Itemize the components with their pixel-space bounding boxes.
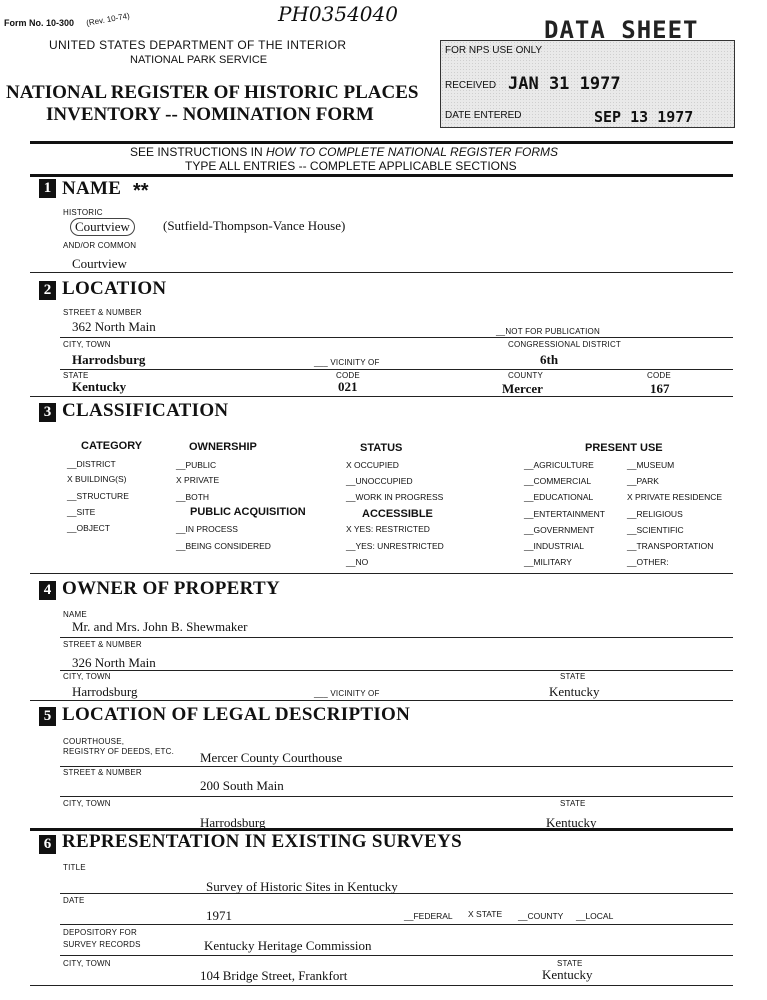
- ownership-both: __BOTH: [176, 492, 210, 502]
- owner-name-value: Mr. and Mrs. John B. Shewmaker: [72, 619, 248, 634]
- section-number: 1: [39, 179, 56, 198]
- category-site: __SITE: [67, 507, 96, 517]
- survey-local: __LOCAL: [576, 911, 614, 921]
- depository-value: Kentucky Heritage Commission: [204, 938, 372, 953]
- owner-street-value: 326 North Main: [72, 655, 156, 670]
- category-heading: CATEGORY: [81, 440, 143, 452]
- data-sheet-stamp: DATA SHEET: [544, 16, 699, 44]
- category-object: __OBJECT: [67, 523, 110, 533]
- divider: [60, 766, 733, 767]
- divider: [60, 369, 733, 370]
- divider: [60, 796, 733, 797]
- handwritten-id: PH0354040: [278, 2, 398, 26]
- survey-federal: __FEDERAL: [404, 911, 453, 921]
- legal-street-value: 200 South Main: [200, 778, 284, 793]
- use-transportation: __TRANSPORTATION: [627, 541, 714, 551]
- historic-name-value: Courtview: [70, 218, 135, 236]
- section-number: 6: [39, 835, 56, 854]
- received-date: JAN 31 1977: [508, 74, 621, 94]
- legal-state-label: STATE: [560, 799, 586, 808]
- use-scientific: __SCIENTIFIC: [627, 525, 684, 535]
- owner-name-label: NAME: [63, 610, 87, 619]
- section-title-location: LOCATION: [62, 278, 167, 299]
- legal-state-value: Kentucky: [546, 815, 597, 830]
- section-number: 2: [39, 281, 56, 300]
- state-label: STATE: [63, 371, 89, 380]
- legal-city-label: CITY, TOWN: [63, 799, 111, 808]
- common-name-value: Courtview: [72, 256, 127, 271]
- district-value: 6th: [540, 352, 559, 367]
- survey-date-value: 1971: [206, 908, 232, 923]
- status-heading: STATUS: [360, 442, 403, 454]
- ownership-public: __PUBLIC: [176, 460, 217, 470]
- depository-label: DEPOSITORY FOR: [63, 928, 137, 937]
- owner-street-label: STREET & NUMBER: [63, 640, 142, 649]
- divider: [30, 396, 733, 397]
- divider: [30, 700, 733, 701]
- form-title-line2: INVENTORY -- NOMINATION FORM: [46, 104, 374, 125]
- not-for-publication: __NOT FOR PUBLICATION: [496, 327, 600, 336]
- divider: [30, 573, 733, 574]
- survey-date-label: DATE: [63, 896, 85, 905]
- asterisk-mark: **: [133, 180, 149, 202]
- survey-title-label: TITLE: [63, 863, 86, 872]
- county-label: COUNTY: [508, 371, 543, 380]
- use-educational: __EDUCATIONAL: [524, 492, 594, 502]
- acquisition-being-considered: __BEING CONSIDERED: [176, 541, 271, 551]
- survey-state-value: Kentucky: [542, 967, 593, 982]
- owner-state-value: Kentucky: [549, 684, 600, 699]
- form-revision: (Rev. 10-74): [85, 11, 131, 28]
- accessible-heading: ACCESSIBLE: [362, 508, 433, 520]
- divider: [60, 637, 733, 638]
- ownership-heading: OWNERSHIP: [189, 441, 257, 453]
- received-label: RECEIVED: [445, 80, 497, 91]
- legal-street-label: STREET & NUMBER: [63, 768, 142, 777]
- section-title-surveys: REPRESENTATION IN EXISTING SURVEYS: [62, 831, 463, 852]
- instructions-line2: TYPE ALL ENTRIES -- COMPLETE APPLICABLE SECTIONS: [185, 159, 517, 173]
- owner-state-label: STATE: [560, 672, 586, 681]
- use-entertainment: __ENTERTAINMENT: [524, 509, 605, 519]
- use-other: __OTHER:: [627, 557, 669, 567]
- historic-label: HISTORIC: [63, 208, 103, 217]
- divider: [60, 924, 733, 925]
- section-number: 5: [39, 707, 56, 726]
- historic-alt-name: (Sutfield-Thompson-Vance House): [163, 218, 346, 233]
- state-value: Kentucky: [72, 379, 127, 394]
- city-label: CITY, TOWN: [63, 340, 111, 349]
- divider: [30, 174, 733, 177]
- courthouse-value: Mercer County Courthouse: [200, 750, 343, 765]
- divider: [60, 955, 733, 956]
- use-park: __PARK: [627, 476, 659, 486]
- present-use-heading: PRESENT USE: [585, 442, 663, 454]
- common-name-label: AND/OR COMMON: [63, 241, 137, 250]
- status-unoccupied: __UNOCCUPIED: [346, 476, 413, 486]
- county-value: Mercer: [502, 381, 543, 396]
- instructions-line1: SEE INSTRUCTIONS IN HOW TO COMPLETE NATIONAL REGISTER FORMS: [130, 145, 559, 159]
- access-yes-restricted: X YES: RESTRICTED: [346, 524, 430, 534]
- street-value: 362 North Main: [72, 319, 156, 334]
- county-code-label: CODE: [647, 371, 671, 380]
- section-title-owner: OWNER OF PROPERTY: [62, 578, 281, 599]
- survey-state: X STATE: [468, 909, 503, 919]
- section-number: 4: [39, 581, 56, 600]
- owner-city-value: Harrodsburg: [72, 684, 138, 699]
- status-work-in-progress: __WORK IN PROGRESS: [346, 492, 444, 502]
- divider: [60, 337, 733, 338]
- divider: [30, 985, 733, 986]
- date-entered-label: DATE ENTERED: [445, 110, 522, 121]
- use-agriculture: __AGRICULTURE: [524, 460, 594, 470]
- survey-title-value: Survey of Historic Sites in Kentucky: [206, 879, 398, 894]
- owner-city-label: CITY, TOWN: [63, 672, 111, 681]
- access-no: __NO: [346, 557, 369, 567]
- survey-state-label: STATE: [557, 959, 583, 968]
- service-name: NATIONAL PARK SERVICE: [130, 54, 268, 66]
- divider: [60, 670, 733, 671]
- section-title-legal-description: LOCATION OF LEGAL DESCRIPTION: [62, 704, 411, 725]
- acquisition-in-process: __IN PROCESS: [176, 524, 238, 534]
- category-buildings: X BUILDING(S): [67, 474, 127, 484]
- use-industrial: __INDUSTRIAL: [524, 541, 584, 551]
- survey-county: __COUNTY: [518, 911, 564, 921]
- form-number: Form No. 10-300: [4, 18, 75, 28]
- city-value: Harrodsburg: [72, 352, 146, 367]
- nps-use-only-label: FOR NPS USE ONLY: [445, 45, 543, 56]
- section-title-classification: CLASSIFICATION: [62, 400, 229, 421]
- use-military: __MILITARY: [524, 557, 572, 567]
- form-title-line1: NATIONAL REGISTER OF HISTORIC PLACES: [6, 82, 419, 103]
- category-structure: __STRUCTURE: [67, 491, 129, 501]
- use-commercial: __COMMERCIAL: [524, 476, 592, 486]
- courthouse-label: COURTHOUSE,: [63, 737, 125, 746]
- legal-city-value: Harrodsburg: [200, 815, 266, 830]
- vicinity-label: ___ VICINITY OF: [314, 358, 380, 367]
- category-district: __DISTRICT: [67, 459, 116, 469]
- use-religious: __RELIGIOUS: [627, 509, 683, 519]
- owner-vicinity-label: ___ VICINITY OF: [314, 689, 380, 698]
- divider: [30, 272, 733, 273]
- use-government: __GOVERNMENT: [524, 525, 595, 535]
- survey-city-value: 104 Bridge Street, Frankfort: [200, 968, 348, 983]
- survey-records-label: SURVEY RECORDS: [63, 940, 141, 949]
- use-private-residence: X PRIVATE RESIDENCE: [627, 492, 723, 502]
- date-entered-value: SEP 13 1977: [594, 108, 694, 126]
- code-label: CODE: [336, 371, 360, 380]
- divider: [60, 893, 733, 894]
- status-occupied: X OCCUPIED: [346, 460, 399, 470]
- divider: [30, 141, 733, 144]
- registry-label: REGISTRY OF DEEDS, ETC.: [63, 747, 174, 756]
- section-number: 3: [39, 403, 56, 422]
- county-code-value: 167: [650, 381, 670, 396]
- ownership-private: X PRIVATE: [176, 475, 220, 485]
- street-label: STREET & NUMBER: [63, 308, 142, 317]
- public-acquisition-heading: PUBLIC ACQUISITION: [190, 506, 306, 518]
- department-name: UNITED STATES DEPARTMENT OF THE INTERIOR: [49, 38, 347, 52]
- congressional-district-label: CONGRESSIONAL DISTRICT: [508, 340, 622, 349]
- use-museum: __MUSEUM: [627, 460, 675, 470]
- state-code-value: 021: [338, 379, 358, 394]
- section-title-name: NAME: [62, 178, 122, 199]
- survey-city-label: CITY, TOWN: [63, 959, 111, 968]
- access-yes-unrestricted: __YES: UNRESTRICTED: [346, 541, 444, 551]
